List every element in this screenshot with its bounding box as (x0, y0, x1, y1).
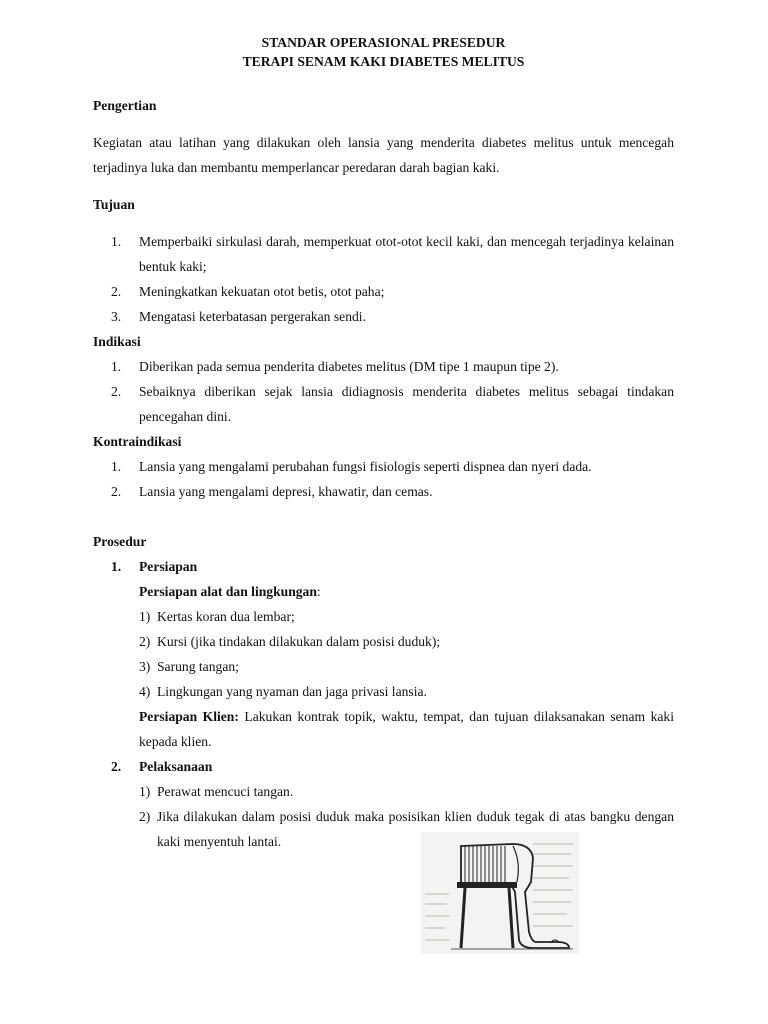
alat-item-number: 4) (139, 684, 151, 699)
indikasi-item-text: Diberikan pada semua penderita diabetes melitus (DM tipe 1 maupun tipe 2). (139, 359, 559, 374)
heading-prosedur: Prosedur (93, 534, 147, 549)
pelaksanaan-item-number: 1) (139, 784, 151, 799)
indikasi-item-number: 2. (111, 384, 122, 399)
heading-indikasi: Indikasi (93, 334, 141, 349)
alat-item-text: Kursi (jika tindakan dilakukan dalam posisi duduk); (157, 634, 441, 649)
persiapan-klien (93, 704, 674, 754)
alat-item (93, 629, 674, 654)
heading-kontraindikasi: Kontraindikasi (93, 434, 182, 449)
kontraindikasi-item (93, 479, 674, 504)
indikasi-item-text: Sebaiknya diberikan sejak lansia didiagnosis menderita diabetes melitus sebagai tindakan pencegahan dini. (139, 384, 674, 424)
alat-item (93, 604, 674, 629)
document-content (93, 33, 674, 854)
tujuan-item (93, 304, 674, 329)
alat-item (93, 679, 674, 704)
persiapan-alat-heading: Persiapan alat dan lingkungan (139, 584, 317, 599)
tujuan-item-text: Meningkatkan kekuatan otot betis, otot paha; (139, 284, 385, 299)
kontraindikasi-item-text: Lansia yang mengalami depresi, khawatir, dan cemas. (139, 484, 433, 499)
tujuan-item-number: 3. (111, 309, 122, 324)
alat-item-number: 1) (139, 609, 151, 624)
tujuan-item-text: Mengatasi keterbatasan pergerakan sendi. (139, 309, 366, 324)
persiapan-klien-text: Lakukan kontrak topik, waktu, tempat, dan tujuan dilaksanakan senam kaki kepada klien. (139, 709, 674, 749)
kontraindikasi-item-number: 1. (111, 459, 122, 474)
kontraindikasi-item (93, 454, 674, 479)
pelaksanaan-label: Pelaksanaan (139, 759, 213, 774)
pengertian-text: Kegiatan atau latihan yang dilakukan oleh lansia yang menderita diabetes melitus untuk mencegah terjadinya luka dan membantu memperlancar peredaran darah bagian kaki. (93, 135, 674, 175)
title-line-1: STANDAR OPERASIONAL PRESEDUR (261, 35, 506, 50)
alat-item-number: 2) (139, 634, 151, 649)
alat-item-number: 3) (139, 659, 151, 674)
seated-leg-illustration (421, 832, 579, 954)
alat-item-text: Lingkungan yang nyaman dan jaga privasi lansia. (157, 684, 427, 699)
indikasi-item (93, 354, 674, 379)
persiapan-number: 1. (111, 559, 122, 574)
heading-tujuan: Tujuan (93, 197, 135, 212)
tujuan-item-number: 2. (111, 284, 122, 299)
kontraindikasi-item-text: Lansia yang mengalami perubahan fungsi fisiologis seperti dispnea dan nyeri dada. (139, 459, 592, 474)
pelaksanaan-item (93, 779, 674, 804)
pelaksanaan-item-text: Perawat mencuci tangan. (157, 784, 294, 799)
kontraindikasi-item-number: 2. (111, 484, 122, 499)
prosedur-step-pelaksanaan (93, 754, 674, 779)
pelaksanaan-item (93, 804, 674, 854)
alat-item (93, 654, 674, 679)
tujuan-item-text: Memperbaiki sirkulasi darah, memperkuat otot-otot kecil kaki, dan mencegah terjadinya kelainan bentuk kaki; (139, 234, 674, 274)
title-line-2: TERAPI SENAM KAKI DIABETES MELITUS (242, 54, 525, 69)
persiapan-label: Persiapan (139, 559, 198, 574)
heading-pengertian: Pengertian (93, 98, 157, 113)
persiapan-alat-heading-row (93, 579, 674, 604)
alat-item-text: Sarung tangan; (157, 659, 239, 674)
pelaksanaan-item-text: Jika dilakukan dalam posisi duduk maka posisikan klien duduk tegak di atas bangku dengan kaki menyentuh lantai. (157, 809, 674, 849)
tujuan-item (93, 229, 674, 279)
persiapan-klien-label: Persiapan Klien: (139, 709, 239, 724)
prosedur-step-persiapan (93, 554, 674, 579)
persiapan-alat-colon: : (316, 584, 321, 599)
alat-item-text: Kertas koran dua lembar; (157, 609, 295, 624)
indikasi-item-number: 1. (111, 359, 122, 374)
tujuan-item (93, 279, 674, 304)
pelaksanaan-item-number: 2) (139, 809, 151, 824)
tujuan-item-number: 1. (111, 234, 122, 249)
document-title (93, 33, 674, 71)
pelaksanaan-number: 2. (111, 759, 122, 774)
indikasi-item (93, 379, 674, 429)
